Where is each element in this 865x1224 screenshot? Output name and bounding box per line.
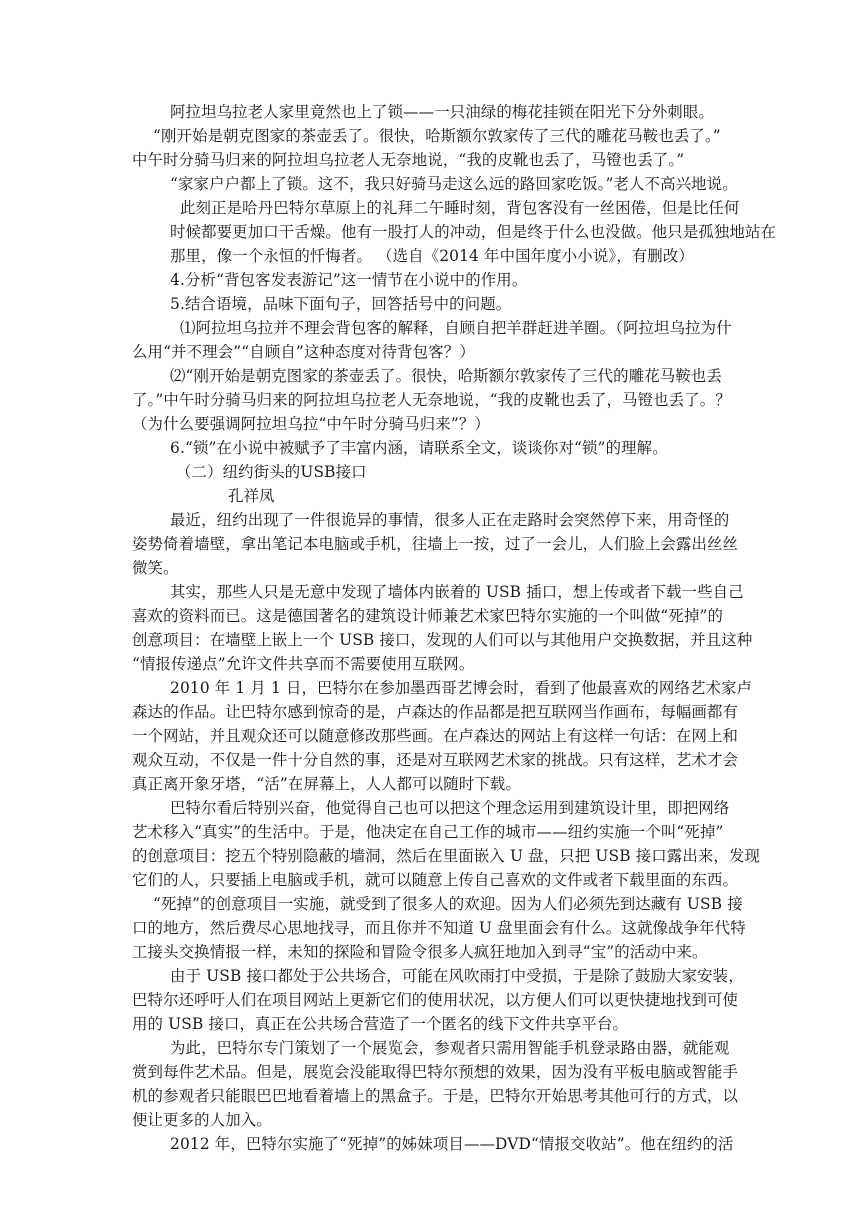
article-paragraph: “死掉”的创意项目一实施，就受到了很多人的欢迎。因为人们必须先到达藏有 USB 接 <box>153 895 743 913</box>
story-paragraph: 时候都要更加口干舌燥。他有一股打人的冲动，但是终于什么也没做。他只是孤独地站在 <box>170 223 777 241</box>
question-5-2: ⑵“刚开始是朝克图家的茶壶丢了。很快，哈斯额尔敦家传了三代的雕花马鞍也丢 <box>170 367 722 385</box>
question-6: 6.“锁”在小说中被赋予了丰富内涵，请联系全文，谈谈你对“锁”的理解。 <box>170 439 668 457</box>
article-paragraph: 真正离开象牙塔，“活”在屏幕上，人人都可以随时下载。 <box>132 775 522 793</box>
source-note: 那里，像一个永恒的忏悔者。 （选自《2014 年中国年度小小说》，有删改） <box>170 247 694 265</box>
article-paragraph: 观众互动，不仅是一件十分自然的事，还是对互联网艺术家的挑战。只有这样，艺术才会 <box>132 751 739 769</box>
article-paragraph: 机的参观者只能眼巴巴地看着墙上的黑盒子。于是，巴特尔开始思考其他可行的方式，以 <box>132 1087 739 1105</box>
article-paragraph: 喜欢的资料而已。这是德国著名的建筑设计师兼艺术家巴特尔实施的一个叫做“死掉”的 <box>132 607 724 625</box>
story-paragraph: 阿拉坦乌拉老人家里竟然也上了锁——一只油绿的梅花挂锁在阳光下分外刺眼。 <box>170 103 714 121</box>
article-paragraph: 巴特尔看后特别兴奋，他觉得自己也可以把这个理念运用到建筑设计里，即把网络 <box>170 799 730 817</box>
article-paragraph: 工接头交换情报一样，未知的探险和冒险令很多人疯狂地加入到寻“宝”的活动中来。 <box>132 943 708 961</box>
article-paragraph: “情报传递点”允许文件共享而不需要使用互联网。 <box>132 655 475 673</box>
article-paragraph: 姿势倚着墙壁，拿出笔记本电脑或手机，往墙上一按，过了一会儿，人们脸上会露出丝丝 <box>132 535 739 553</box>
question-4: 4.分析“背包客发表游记”这一情节在小说中的作用。 <box>170 271 528 289</box>
article-paragraph: 艺术移入“真实”的生活中。于是，他决定在自己工作的城市——纽约实施一个叫“死掉” <box>132 823 724 841</box>
section-title: （二）纽约街头的USB接口 <box>176 463 367 481</box>
question-5-2: （为什么要强调阿拉坦乌拉“中午时分骑马归来”？） <box>132 415 490 433</box>
article-paragraph: 2012 年，巴特尔实施了“死掉”的姊妹项目——DVD“情报交收站”。他在纽约的活 <box>170 1135 734 1153</box>
article-paragraph: 森达的作品。让巴特尔感到惊奇的是，卢森达的作品都是把互联网当作画布，每幅画都有 <box>132 703 739 721</box>
article-paragraph: 2010 年 1 月 1 日，巴特尔在参加墨西哥艺博会时，看到了他最喜欢的网络艺术家卢 <box>170 679 753 697</box>
article-paragraph: 由于 USB 接口都处于公共场合，可能在风吹雨打中受损，于是除了鼓励大家安装， <box>170 967 744 985</box>
article-paragraph: 它们的人，只要插上电脑或手机，就可以随意上传自己喜欢的文件或者下载里面的东西。 <box>132 871 739 889</box>
article-paragraph: 最近，纽约出现了一件很诡异的事情，很多人正在走路时会突然停下来，用奇怪的 <box>170 511 730 529</box>
story-paragraph: “家家户户都上了锁。这不，我只好骑马走这么远的路回家吃饭。”老人不高兴地说。 <box>170 175 738 193</box>
question-5: 5.结合语境，品味下面句子，回答括号中的问题。 <box>170 295 512 313</box>
article-paragraph: 巴特尔还呼吁人们在项目网站上更新它们的使用状况，以方便人们可以更快捷地找到可使 <box>132 991 739 1009</box>
article-paragraph: 创意项目：在墙壁上嵌上一个 USB 接口，发现的人们可以与其他用户交换数据，并且这种 <box>132 631 753 649</box>
question-5-1: ⑴阿拉坦乌拉并不理会背包客的解释，自顾自把羊群赶进羊圈。（阿拉坦乌拉为什 <box>180 319 732 337</box>
question-5-2: 了。”中午时分骑马归来的阿拉坦乌拉老人无奈地说，“我的皮靴也丢了，马镫也丢了。？ <box>132 391 731 409</box>
article-paragraph: 为此，巴特尔专门策划了一个展览会，参观者只需用智能手机登录路由器，就能观 <box>170 1039 730 1057</box>
article-paragraph: 用的 USB 接口，真正在公共场合营造了一个匿名的线下文件共享平台。 <box>132 1015 629 1033</box>
article-paragraph: 便让更多的人加入。 <box>132 1111 272 1129</box>
article-paragraph: 其实，那些人只是无意中发现了墙体内嵌着的 USB 插口，想上传或者下载一些自己 <box>170 583 744 601</box>
story-paragraph: “刚开始是朝克图家的茶壶丢了。很快，哈斯额尔敦家传了三代的雕花马鞍也丢了。” <box>153 127 721 145</box>
article-paragraph: 的创意项目：挖五个特别隐蔽的墙洞，然后在里面嵌入 U 盘，只把 USB 接口露出来，发现 <box>132 847 761 865</box>
article-paragraph: 赏到每件艺术品。但是，展览会没能取得巴特尔预想的效果，因为没有平板电脑或智能手 <box>132 1063 739 1081</box>
article-author: 孔祥凤 <box>228 487 275 505</box>
article-paragraph: 口的地方，然后费尽心思地找寻，而且你并不知道 U 盘里面会有什么。这就像战争年代特 <box>132 919 746 937</box>
question-5-1: 么用“并不理会”“自顾自”这种态度对待背包客？） <box>132 343 475 361</box>
story-paragraph: 中午时分骑马归来的阿拉坦乌拉老人无奈地说，“我的皮靴也丢了，马镫也丢了。” <box>132 151 685 169</box>
story-paragraph: 此刻正是哈丹巴特尔草原上的礼拜二午睡时刻，背包客没有一丝困倦，但是比任何 <box>180 199 740 217</box>
article-paragraph: 一个网站，并且观众还可以随意修改那些画。在卢森达的网站上有这样一句话：在网上和 <box>132 727 739 745</box>
article-paragraph: 微笑。 <box>132 559 179 577</box>
